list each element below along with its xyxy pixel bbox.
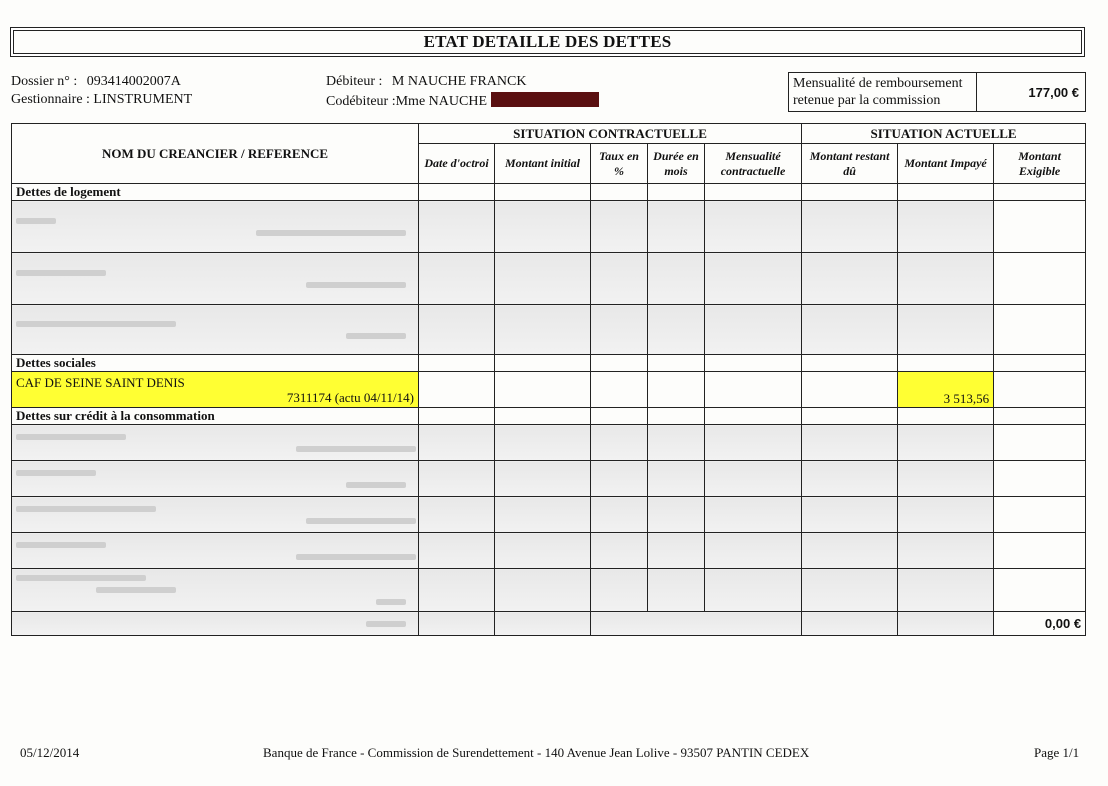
footer-address: Banque de France - Commission de Surendettement - 140 Avenue Jean Lolive - 93507 PANTIN CEDEX (263, 745, 810, 760)
blurred-row (12, 425, 1086, 461)
blurred-creditor (12, 305, 419, 355)
col-exigible-header: Montant Exigible (994, 144, 1086, 184)
blurred-row (12, 461, 1086, 497)
category-conso: Dettes sur crédit à la consommation (12, 408, 419, 425)
redaction-bar (491, 92, 599, 107)
category-row (12, 408, 1086, 425)
blurred-row (12, 253, 1086, 305)
creditor-reference: 7311174 (actu 04/11/14) (286, 389, 414, 405)
category-row (12, 184, 1086, 201)
gestionnaire-line (11, 92, 192, 108)
debiteur-line (326, 74, 526, 90)
footer-date: 05/12/2014 (20, 745, 80, 760)
blurred-row (12, 497, 1086, 533)
col-impaye-header: Montant Impayé (898, 144, 994, 184)
col-nom-header: NOM DU CREANCIER / REFERENCE (12, 124, 419, 184)
category-sociales: Dettes sociales (12, 355, 419, 372)
footer-page: Page 1/1 (1034, 745, 1080, 760)
mensualite-label: Mensualité de remboursement retenue par la commission (789, 73, 977, 111)
blurred-row (12, 569, 1086, 612)
group-contract-header: SITUATION CONTRACTUELLE (419, 124, 802, 144)
debts-table (11, 123, 1086, 636)
total-exigible: 0,00 € (994, 612, 1086, 636)
blurred-row (12, 305, 1086, 355)
creditor-cell (12, 372, 419, 408)
dossier-line (11, 74, 181, 90)
creditor-name: CAF DE SEINE SAINT DENIS (16, 374, 185, 390)
gestionnaire-value: LINSTRUMENT (93, 92, 193, 107)
mensualite-value: 177,00 € (1028, 84, 1079, 100)
creditor-impaye: 3 513,56 (898, 372, 994, 408)
codebiteur-label: Codébiteur : (326, 94, 396, 109)
col-taux-header: Taux en % (591, 144, 648, 184)
col-date-header: Date d'octroi (419, 144, 495, 184)
mensualite-box (788, 72, 1086, 112)
codebiteur-line (326, 92, 599, 110)
col-restant-header: Montant restant dû (802, 144, 898, 184)
total-row (12, 612, 1086, 636)
codebiteur-value: Mme NAUCHE (395, 94, 487, 109)
category-row (12, 355, 1086, 372)
col-duree-header: Durée en mois (648, 144, 705, 184)
col-montant-initial-header: Montant initial (495, 144, 591, 184)
blurred-row (12, 201, 1086, 253)
blurred-creditor (12, 253, 419, 305)
table-header-row-1 (12, 124, 1086, 144)
document-title: ETAT DETAILLE DES DETTES (10, 27, 1085, 57)
blurred-row (12, 533, 1086, 569)
group-actuelle-header: SITUATION ACTUELLE (802, 124, 1086, 144)
blurred-creditor (12, 201, 419, 253)
gestionnaire-label: Gestionnaire : (11, 92, 90, 107)
dossier-label: Dossier n° : (11, 74, 78, 89)
dossier-value: 093414002007A (86, 74, 181, 89)
debiteur-value: M NAUCHE FRANCK (391, 74, 527, 89)
col-mensualite-header: Mensualité contractuelle (705, 144, 802, 184)
debiteur-label: Débiteur : (326, 74, 383, 89)
creditor-row (12, 372, 1086, 408)
category-logement: Dettes de logement (12, 184, 419, 201)
